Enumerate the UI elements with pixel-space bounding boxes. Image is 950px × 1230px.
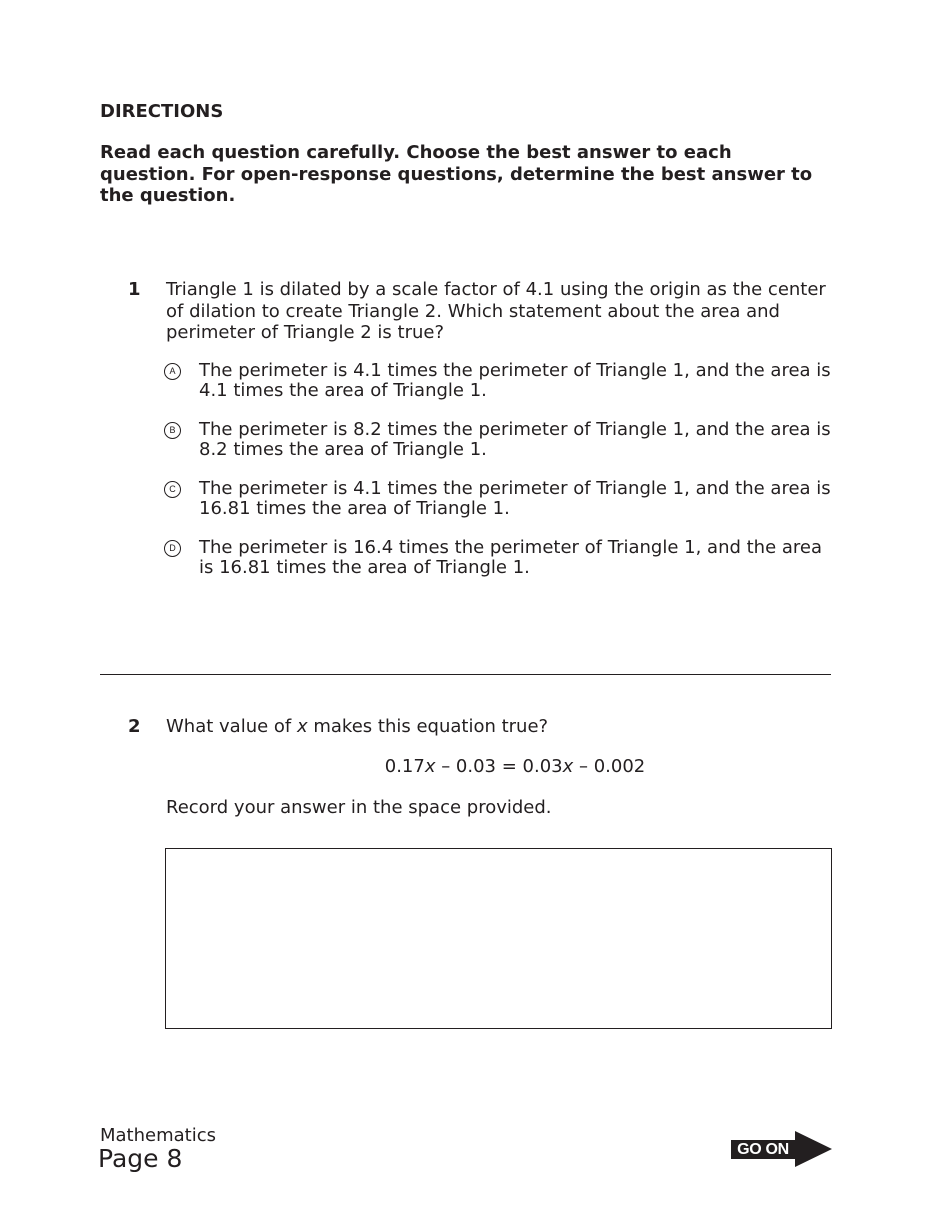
question-divider — [100, 674, 831, 675]
answer-instruction: Record your answer in the space provided. — [166, 797, 552, 818]
go-on-indicator — [731, 1131, 832, 1167]
arrow-right-icon — [795, 1131, 832, 1167]
answer-option-c[interactable] — [164, 479, 844, 523]
answer-option-a[interactable] — [164, 361, 844, 405]
equation-part-2: – 0.03 = 0.03 — [435, 756, 563, 777]
option-b-bubble[interactable]: B — [164, 422, 181, 439]
directions-text: Read each question carefully. Choose the best answer to each question. For open-response questions, determine the best answer to the question. — [100, 142, 813, 206]
answer-option-d[interactable] — [164, 538, 844, 582]
equation — [0, 756, 950, 777]
option-a-bubble[interactable]: A — [164, 363, 181, 380]
option-c-text: The perimeter is 4.1 times the perimeter of Triangle 1, and the area is 16.81 times the area of Triangle 1. — [199, 478, 831, 519]
stem-variable: x — [296, 716, 308, 737]
option-d-text: The perimeter is 16.4 times the perimeter of Triangle 1, and the area is 16.81 times the area of Triangle 1. — [199, 537, 823, 578]
footer-page-number: Page 8 — [98, 1144, 183, 1173]
equation-var-2: x — [562, 756, 574, 777]
question-2-number: 2 — [128, 716, 141, 737]
option-c-bubble[interactable]: C — [164, 481, 181, 498]
go-on-label: GO ON — [731, 1140, 795, 1159]
stem-suffix: makes this equation true? — [307, 716, 549, 737]
option-b-text: The perimeter is 8.2 times the perimeter of Triangle 1, and the area is 8.2 times the area of Triangle 1. — [199, 419, 831, 460]
answer-option-b[interactable] — [164, 420, 844, 464]
question-2-stem — [166, 716, 836, 738]
equation-var-1: x — [424, 756, 436, 777]
question-1-number: 1 — [128, 279, 141, 300]
equation-part-1: 0.17 — [384, 756, 425, 777]
option-d-bubble[interactable]: D — [164, 540, 181, 557]
stem-prefix: What value of — [166, 716, 297, 737]
equation-part-3: – 0.002 — [573, 756, 646, 777]
answer-box[interactable] — [165, 848, 832, 1029]
option-a-text: The perimeter is 4.1 times the perimeter of Triangle 1, and the area is 4.1 times the area of Triangle 1. — [199, 360, 831, 401]
directions-heading: DIRECTIONS — [100, 101, 224, 122]
footer-subject: Mathematics — [100, 1125, 216, 1146]
question-1-stem: Triangle 1 is dilated by a scale factor of 4.1 using the origin as the center of dilation to create Triangle 2. Which statement about the area and perimeter of Triangle 2 is true? — [166, 279, 826, 343]
